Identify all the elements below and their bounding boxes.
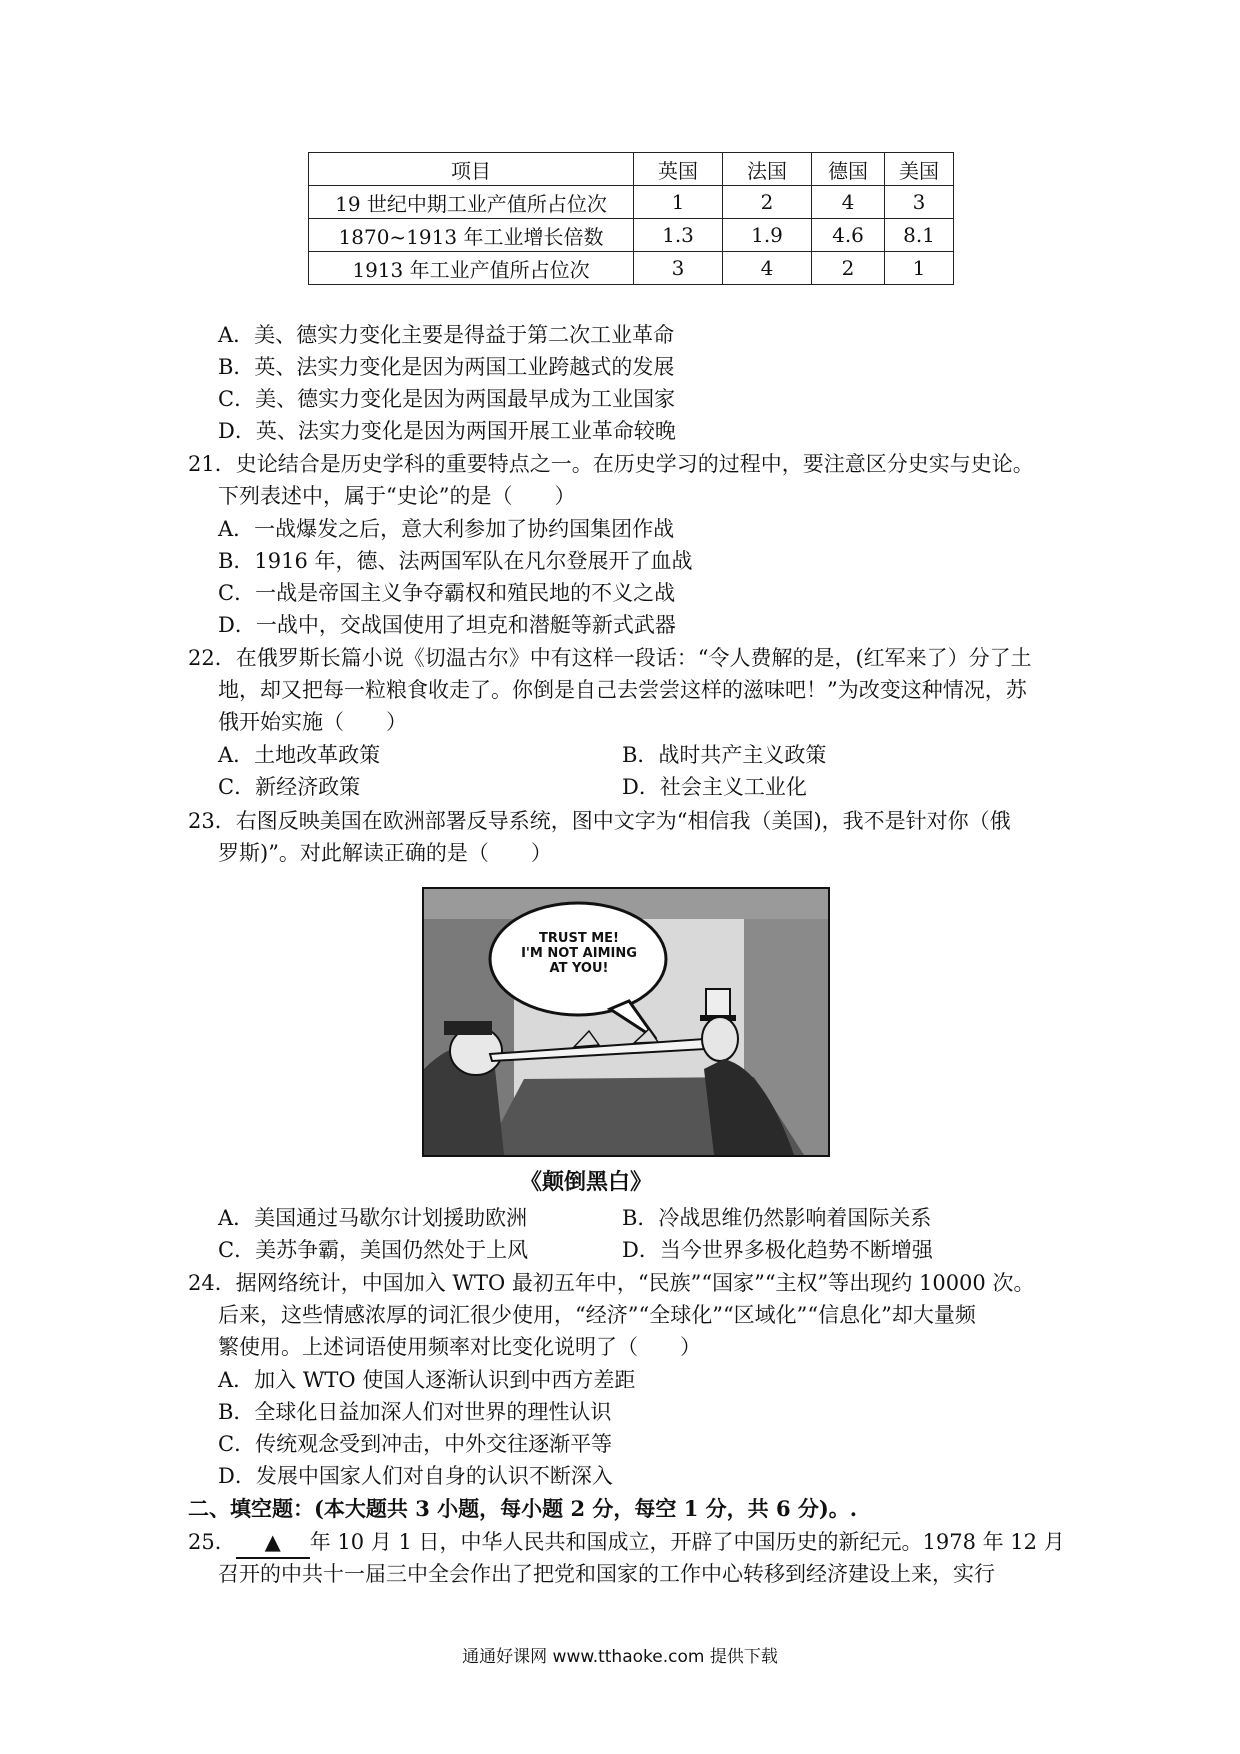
q24-stem-line2: 后来，这些情感浓厚的词汇很少使用，“经济”“全球化”“区域化”“信息化”却大量频	[218, 1303, 976, 1327]
q22-option-d: D．社会主义工业化	[622, 775, 807, 799]
q22-option-b: B．战时共产主义政策	[622, 743, 827, 767]
q21-option-b: B．1916 年，德、法两国军队在凡尔登展开了血战	[218, 549, 693, 573]
table-cell: 4.6	[812, 219, 885, 252]
q23-option-b: B．冷战思维仍然影响着国际关系	[622, 1206, 932, 1230]
cartoon-drawing	[424, 889, 828, 1155]
table-cell: 3	[885, 186, 954, 219]
q22-stem-line3: 俄开始实施（ ）	[218, 710, 407, 734]
speech-line: TRUST ME!	[539, 931, 619, 946]
table-cell: 1	[634, 186, 723, 219]
table-header-cell: 英国	[634, 153, 723, 186]
table-cell: 4	[723, 252, 812, 285]
q21-stem-line2: 下列表述中，属于“史论”的是（ ）	[218, 484, 576, 508]
q22-stem-line2: 地，却又把每一粒粮食收走了。你倒是自己去尝尝这样的滋味吧！”为改变这种情况，苏	[218, 678, 1027, 702]
speech-line: I'M NOT AIMING	[521, 946, 637, 961]
q23-stem-line1: 23．右图反映美国在欧洲部署反导系统，图中文字为“相信我（美国)，我不是针对你（俄	[188, 809, 1011, 833]
q20-option-d: D．英、法实力变化是因为两国开展工业革命较晚	[218, 419, 676, 443]
table-row	[309, 252, 954, 285]
table-cell: 1.3	[634, 219, 723, 252]
industry-table	[308, 152, 954, 285]
cartoon-caption: 《颠倒黑白》	[520, 1169, 653, 1195]
q22-option-c: C．新经济政策	[218, 775, 361, 799]
table-cell: 1913 年工业产值所占位次	[309, 252, 634, 285]
q24-option-a: A．加入 WTO 使国人逐渐认识到中西方差距	[218, 1368, 636, 1392]
q22-option-a: A．土地改革政策	[218, 743, 381, 767]
table-cell: 1	[885, 252, 954, 285]
cartoon-image	[422, 887, 830, 1157]
speech-line: AT YOU!	[549, 961, 609, 976]
table-cell: 2	[812, 252, 885, 285]
table-cell: 4	[812, 186, 885, 219]
q22-stem-line1: 22．在俄罗斯长篇小说《切温古尔》中有这样一段话：“令人费解的是，(红军来了）分了土	[188, 646, 1032, 670]
q24-stem-line3: 繁使用。上述词语使用频率对比变化说明了（ ）	[218, 1335, 701, 1359]
q21-option-c: C．一战是帝国主义争夺霸权和殖民地的不义之战	[218, 581, 676, 605]
q23-stem-line2: 罗斯)”。对此解读正确的是（ ）	[218, 841, 552, 865]
q23-option-a: A．美国通过马歇尔计划援助欧洲	[218, 1206, 528, 1230]
q20-option-b: B．英、法实力变化是因为两国工业跨越式的发展	[218, 355, 675, 379]
table-header-cell: 德国	[812, 153, 885, 186]
table-header-cell: 法国	[723, 153, 812, 186]
q24-stem-line1: 24．据网络统计，中国加入 WTO 最初五年中，“民族”“国家”“主权”等出现约 10000 次。	[188, 1271, 1035, 1295]
table-header-cell: 项目	[309, 153, 634, 186]
q25-line1	[188, 1527, 1065, 1559]
q24-option-d: D．发展中国家人们对自身的认识不断深入	[218, 1464, 613, 1488]
question-number: 25．	[188, 1530, 236, 1554]
q25-line1-text: 年 10 月 1 日，中华人民共和国成立，开辟了中国历史的新纪元。1978 年 12 月	[309, 1530, 1065, 1554]
table-row	[309, 186, 954, 219]
table-row	[309, 219, 954, 252]
q21-option-a: A．一战爆发之后，意大利参加了协约国集团作战	[218, 517, 675, 541]
page-footer: 通通好课网 www.tthaoke.com 提供下载	[462, 1647, 778, 1667]
answer-blank: ▲	[236, 1527, 310, 1559]
q25-line2: 召开的中共十一届三中全会作出了把党和国家的工作中心转移到经济建设上来，实行	[218, 1562, 995, 1586]
table-header-row	[309, 153, 954, 186]
table-cell: 3	[634, 252, 723, 285]
table-cell: 19 世纪中期工业产值所占位次	[309, 186, 634, 219]
table-cell: 8.1	[885, 219, 954, 252]
q24-option-b: B．全球化日益加深人们对世界的理性认识	[218, 1400, 612, 1424]
q20-option-c: C．美、德实力变化是因为两国最早成为工业国家	[218, 387, 676, 411]
q23-option-c: C．美苏争霸，美国仍然处于上风	[218, 1238, 529, 1262]
section-heading: 二、填空题：(本大题共 3 小题，每小题 2 分，每空 1 分，共 6 分)。.	[188, 1496, 858, 1521]
q21-stem-line1: 21．史论结合是历史学科的重要特点之一。在历史学习的过程中，要注意区分史实与史论。	[188, 452, 1034, 476]
q24-option-c: C．传统观念受到冲击，中外交往逐渐平等	[218, 1432, 613, 1456]
table-cell: 2	[723, 186, 812, 219]
table-cell: 1870~1913 年工业增长倍数	[309, 219, 634, 252]
table-cell: 1.9	[723, 219, 812, 252]
q23-option-d: D．当今世界多极化趋势不断增强	[622, 1238, 933, 1262]
q20-option-a: A．美、德实力变化主要是得益于第二次工业革命	[218, 323, 675, 347]
table-header-cell: 美国	[885, 153, 954, 186]
q21-option-d: D．一战中，交战国使用了坦克和潜艇等新式武器	[218, 613, 676, 637]
speech-bubble-text	[514, 931, 644, 976]
